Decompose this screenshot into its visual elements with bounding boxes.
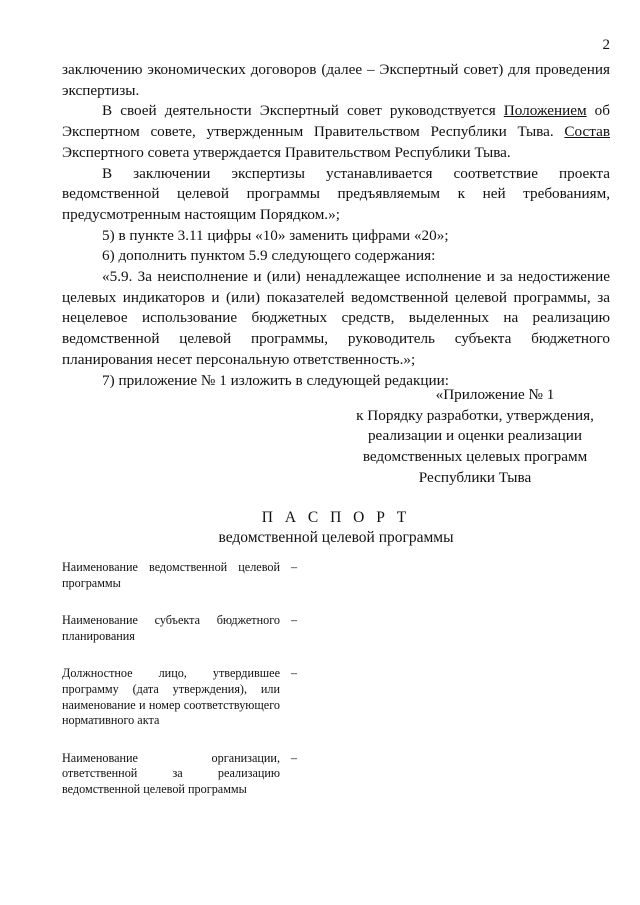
paragraph-item-7: 7) приложение № 1 изложить в следующей редакции:: [102, 371, 449, 389]
paragraph-text: В своей деятельности Экспертный совет руководствуется: [102, 102, 504, 120]
passport-row: [62, 666, 610, 728]
passport-row: [62, 560, 610, 591]
passport-row-value: –: [291, 750, 298, 765]
passport-row-label: Должностное лицо, утвердившее программу (дата утверждения), или наименование и номер соответствующего нормативного акта: [62, 666, 280, 728]
passport-row-label: Наименование ведомственной целевой программы: [62, 560, 280, 590]
link-regulation[interactable]: Положением: [503, 102, 587, 120]
passport-subtitle: ведомственной целевой программы: [218, 529, 454, 546]
passport-title-block: [62, 508, 610, 548]
appendix-line: ведомственных целевых программ: [362, 448, 588, 466]
document-body: [62, 60, 610, 391]
passport-row-value: –: [291, 613, 298, 628]
paragraph-expert-council: [62, 101, 610, 163]
paragraph-expertise-conclusion: В заключении экспертизы устанавливается соответствие проекта ведомственной целевой программы предъявляемым к ней требованиям, предусмотренным настоящим Порядком.»;: [62, 164, 610, 223]
appendix-line: реализации и оценки реализации: [367, 427, 583, 445]
passport-row: [62, 613, 610, 644]
passport-row-label: Наименование субъекта бюджетного планирования: [62, 613, 280, 643]
passport-row: [62, 751, 610, 798]
appendix-heading: [340, 385, 610, 489]
passport-row-value: –: [291, 560, 298, 574]
passport-row-label: Наименование организации, ответственной за реализацию ведомственной целевой программы: [62, 750, 280, 796]
appendix-line: к Порядку разработки, утверждения,: [356, 406, 594, 424]
paragraph-continuation: заключению экономических договоров (далее – Экспертный совет) для проведения экспертизы.: [62, 61, 610, 99]
page-number: 2: [602, 37, 610, 53]
paragraph-item-5: 5) в пункте 3.11 цифры «10» заменить цифрами «20»;: [102, 226, 449, 244]
link-composition[interactable]: Состав: [564, 123, 610, 141]
paragraph-item-6: 6) дополнить пунктом 5.9 следующего содержания:: [102, 247, 436, 265]
passport-title: П А С П О Р Т: [261, 509, 411, 526]
appendix-line: «Приложение № 1: [435, 386, 555, 403]
paragraph-text: Экспертного совета утверждается Правительством Республики Тыва.: [62, 143, 511, 161]
passport-row-value: –: [291, 666, 298, 681]
appendix-line: Республики Тыва: [418, 468, 532, 486]
paragraph-text: об Экспертном совете, утвержденным Правительством Республики Тыва.: [62, 102, 610, 141]
passport-table: [62, 560, 610, 820]
paragraph-clause-5-9: «5.9. За неисполнение и (или) ненадлежащее исполнение и за недостижение целевых индикаторов и (или) показателей ведомственной целевой программы, за нецелевое использование бюджетных средств, выделенных на реализацию ведомственной целевой программы, руководитель субъекта бюджетного планирования несет персональную ответственность.»;: [62, 268, 610, 368]
